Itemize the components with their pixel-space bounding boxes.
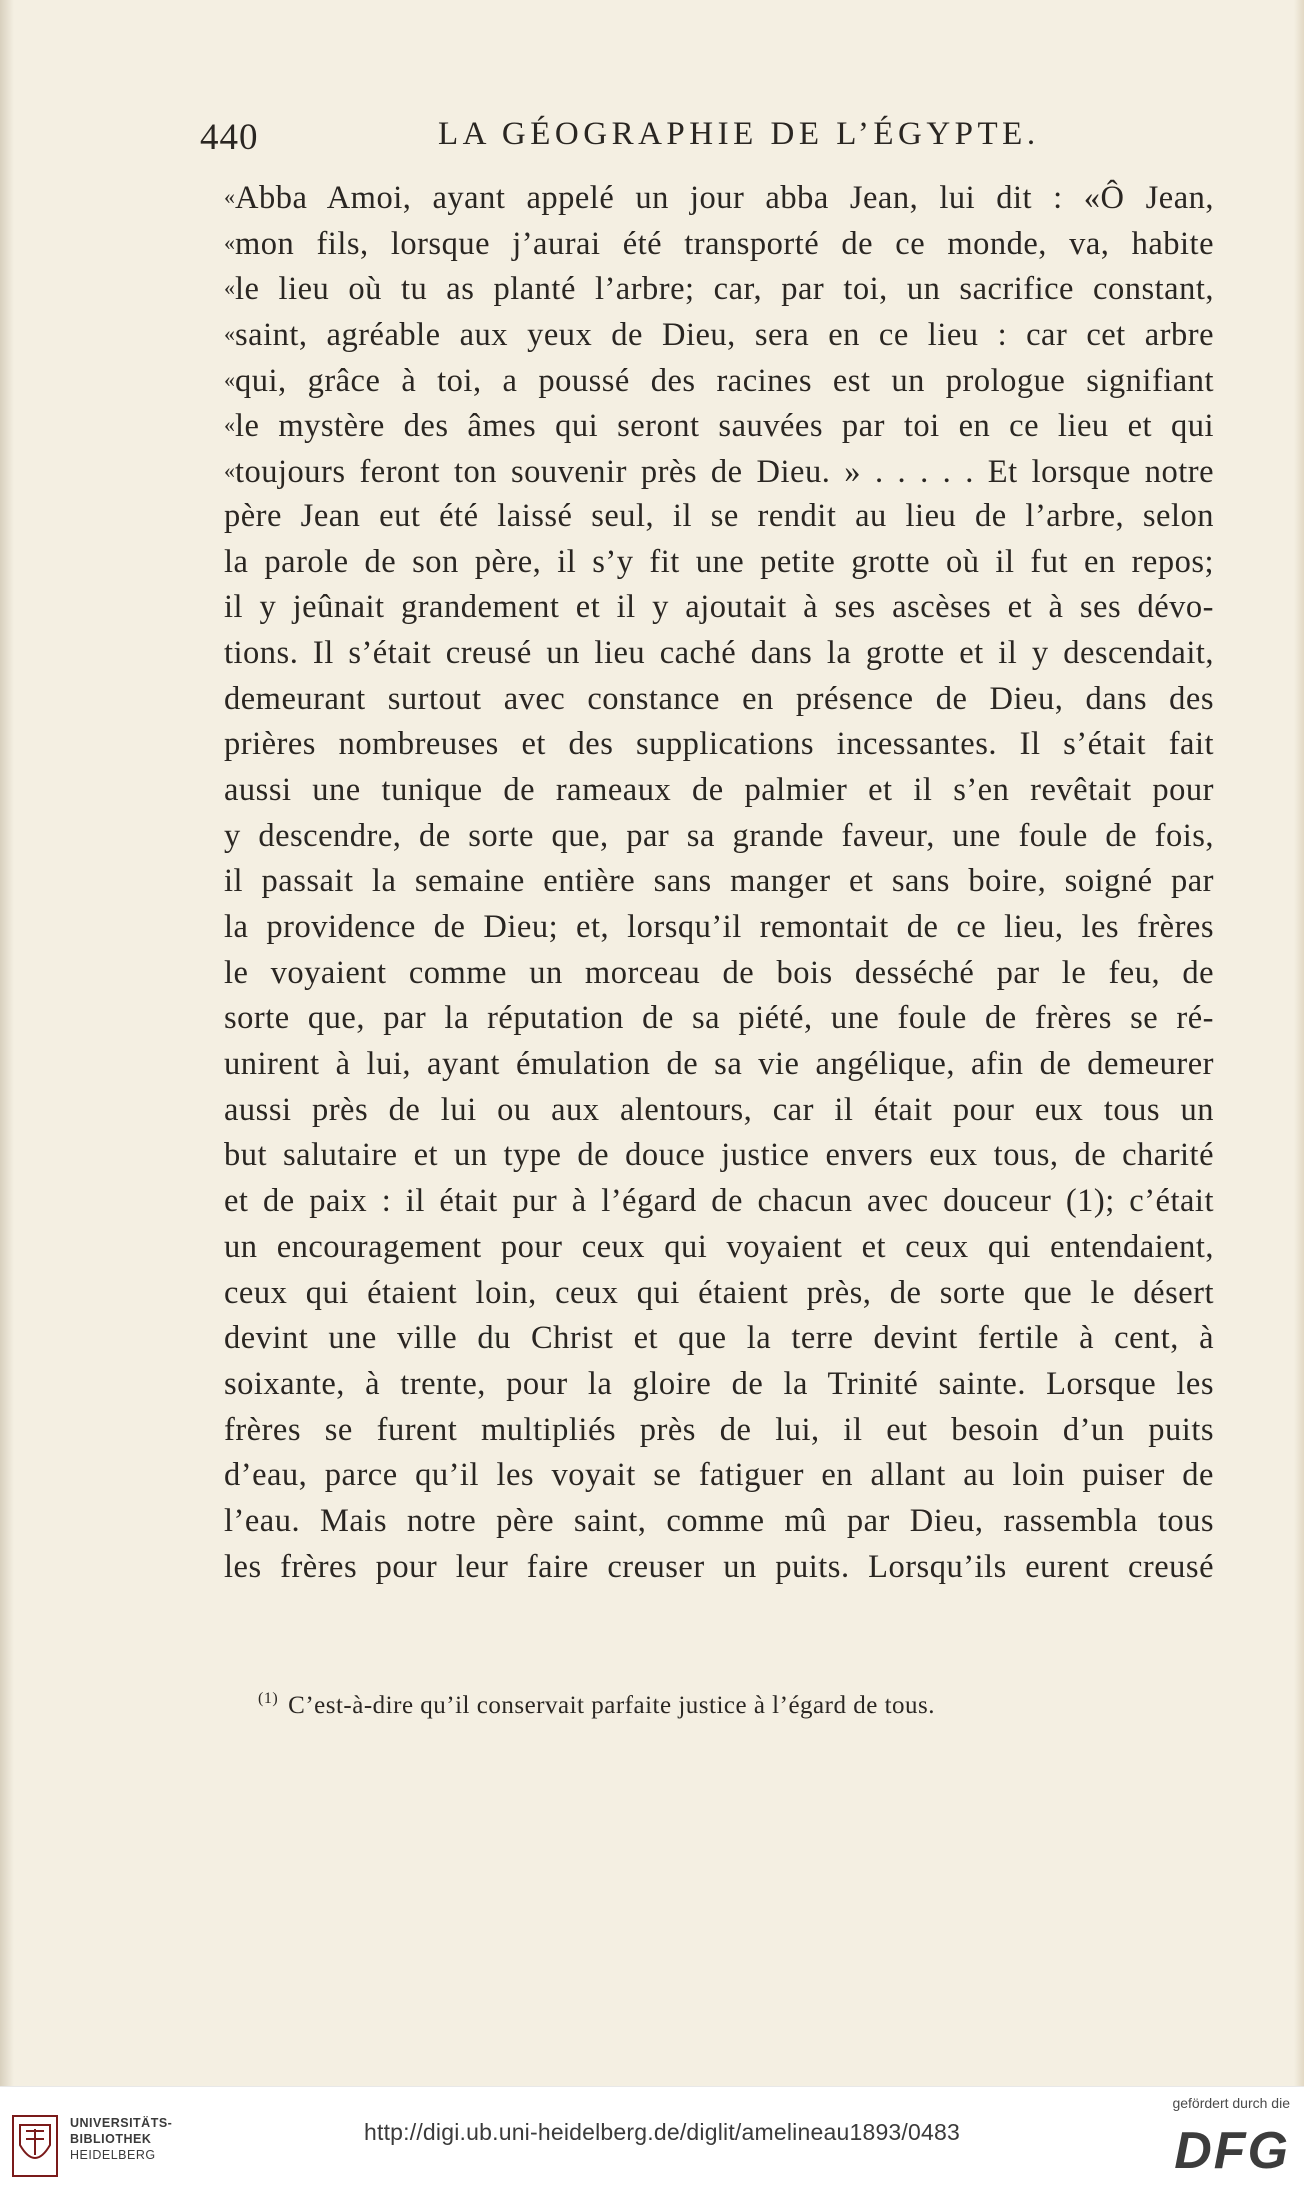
text-line-content: il y jeûnait grandement et il y ajoutait à ses ascèses et à ses dévo- — [224, 589, 1214, 626]
footnote-marker: (1) — [258, 1690, 279, 1707]
quote-mark: « — [224, 275, 235, 301]
text-line-content: la parole de son père, il s’y fit une petite grotte où il fut en repos; — [224, 543, 1214, 580]
text-line-content: un encouragement pour ceux qui voyaient et ceux qui entendaient, — [224, 1228, 1214, 1265]
footnote-text: C’est-à-dire qu’il conservait parfaite justice à l’égard de tous. — [288, 1692, 935, 1719]
quote-mark: « — [224, 366, 235, 392]
text-line-content: l’eau. Mais notre père saint, comme mû par Dieu, rassembla tous — [224, 1502, 1214, 1539]
text-line-content: aussi une tunique de rameaux de palmier et il s’en revêtait pour — [224, 771, 1214, 808]
quote-mark: « — [224, 229, 235, 255]
text-line-content: père Jean eut été laissé seul, il se rendit au lieu de l’arbre, selon — [224, 497, 1214, 534]
text-line — [224, 402, 1214, 448]
text-line — [224, 1316, 1214, 1362]
text-line-content: but salutaire et un type de douce justice envers eux tous, de charité — [224, 1137, 1214, 1174]
text-line — [224, 1225, 1214, 1271]
text-line — [224, 448, 1214, 494]
text-line-content: qui, grâce à toi, a poussé des racines est un prologue signifiant — [235, 362, 1214, 399]
text-line — [224, 1133, 1214, 1179]
permalink-url[interactable]: http://digi.ub.uni-heidelberg.de/diglit/amelineau1893/0483 — [364, 2119, 960, 2145]
text-line-content: mon fils, lorsque j’aurai été transporté de ce monde, va, habite — [235, 225, 1214, 262]
text-line-content: toujours feront ton souvenir près de Dieu. » . . . . . Et lorsque notre — [235, 454, 1214, 491]
text-line-content: le voyaient comme un morceau de bois desséché par le feu, de — [224, 954, 1214, 991]
text-line-content: et de paix : il était pur à l’égard de chacun avec douceur (1); c’était — [224, 1183, 1214, 1220]
text-line-content: ceux qui étaient loin, ceux qui étaient près, de sorte que le désert — [224, 1274, 1214, 1311]
text-line — [224, 951, 1214, 997]
text-line-content: Abba Amoi, ayant appelé un jour abba Jean, lui dit : «Ô Jean, — [235, 180, 1214, 216]
text-line — [224, 357, 1214, 403]
library-name-line: HEIDELBERG — [70, 2148, 156, 2162]
text-line — [224, 677, 1214, 723]
text-line-content: d’eau, parce qu’il les voyait se fatiguer en allant au loin puiser de — [224, 1457, 1214, 1494]
text-line — [224, 631, 1214, 677]
text-line — [224, 1362, 1214, 1408]
text-line-content: y descendre, de sorte que, par sa grande faveur, une foule de fois, — [224, 817, 1214, 854]
text-line — [224, 768, 1214, 814]
text-line-content: aussi près de lui ou aux alentours, car il était pour eux tous un — [224, 1091, 1214, 1128]
library-name-line: BIBLIOTHEK — [70, 2132, 152, 2146]
text-line — [224, 540, 1214, 586]
text-line-content: prières nombreuses et des supplications incessantes. Il s’était fait — [224, 726, 1214, 763]
text-line — [224, 1453, 1214, 1499]
text-line-content: tions. Il s’était creusé un lieu caché dans la grotte et il y descendait, — [224, 634, 1214, 671]
text-line-content: il passait la semaine entière sans manger et sans boire, soigné par — [224, 863, 1214, 900]
text-line-content: soixante, à trente, pour la gloire de la Trinité sainte. Lorsque les — [224, 1365, 1214, 1402]
quote-mark: « — [224, 412, 235, 438]
university-seal-icon — [12, 2115, 58, 2177]
text-line — [224, 311, 1214, 357]
text-line-content: le lieu où tu as planté l’arbre; car, par toi, un sacrifice constant, — [235, 271, 1214, 308]
text-line — [224, 1408, 1214, 1454]
dfg-logo: DFG — [1174, 2122, 1290, 2180]
digitization-footer — [0, 2086, 1304, 2194]
text-line-content: le mystère des âmes qui seront sauvées par toi en ce lieu et qui — [235, 408, 1214, 445]
text-line-content: frères se furent multipliés près de lui, il eut besoin d’un puits — [224, 1411, 1214, 1448]
text-line — [224, 1271, 1214, 1317]
page-header — [200, 116, 1206, 172]
text-line — [224, 220, 1214, 266]
text-line — [224, 174, 1214, 220]
text-line-content: les frères pour leur faire creuser un puits. Lorsqu’ils eurent creusé — [224, 1548, 1214, 1585]
library-name — [70, 2115, 172, 2163]
text-line — [224, 996, 1214, 1042]
text-line-content: saint, agréable aux yeux de Dieu, sera en ce lieu : car cet arbre — [235, 317, 1214, 354]
text-line — [224, 722, 1214, 768]
text-line — [224, 494, 1214, 540]
text-line — [224, 1499, 1214, 1545]
text-line-content: sorte que, par la réputation de sa piété, une foule de frères se ré- — [224, 1000, 1214, 1037]
quote-mark: « — [224, 321, 235, 347]
text-line-content: la providence de Dieu; et, lorsqu’il remontait de ce lieu, les frères — [224, 909, 1214, 945]
text-line-content: unirent à lui, ayant émulation de sa vie angélique, afin de demeurer — [224, 1046, 1214, 1083]
footnote — [258, 1690, 935, 1720]
text-line — [224, 1545, 1214, 1591]
text-line — [224, 905, 1214, 951]
text-line — [224, 585, 1214, 631]
text-line — [224, 265, 1214, 311]
running-title: LA GÉOGRAPHIE DE L’ÉGYPTE. — [438, 116, 1040, 152]
text-line-content: demeurant surtout avec constance en présence de Dieu, dans des — [224, 680, 1214, 717]
text-line — [224, 1042, 1214, 1088]
quote-mark: « — [224, 184, 235, 209]
funded-by-label: gefördert durch die — [1172, 2095, 1290, 2111]
text-line — [224, 1088, 1214, 1134]
quote-mark: « — [224, 458, 235, 484]
text-line — [224, 859, 1214, 905]
library-name-line: UNIVERSITÄTS- — [70, 2116, 173, 2130]
body-text — [224, 174, 1214, 1590]
page-number: 440 — [200, 117, 259, 158]
text-line — [224, 1179, 1214, 1225]
text-line-content: devint une ville du Christ et que la terre devint fertile à cent, à — [224, 1320, 1214, 1357]
text-line — [224, 814, 1214, 860]
